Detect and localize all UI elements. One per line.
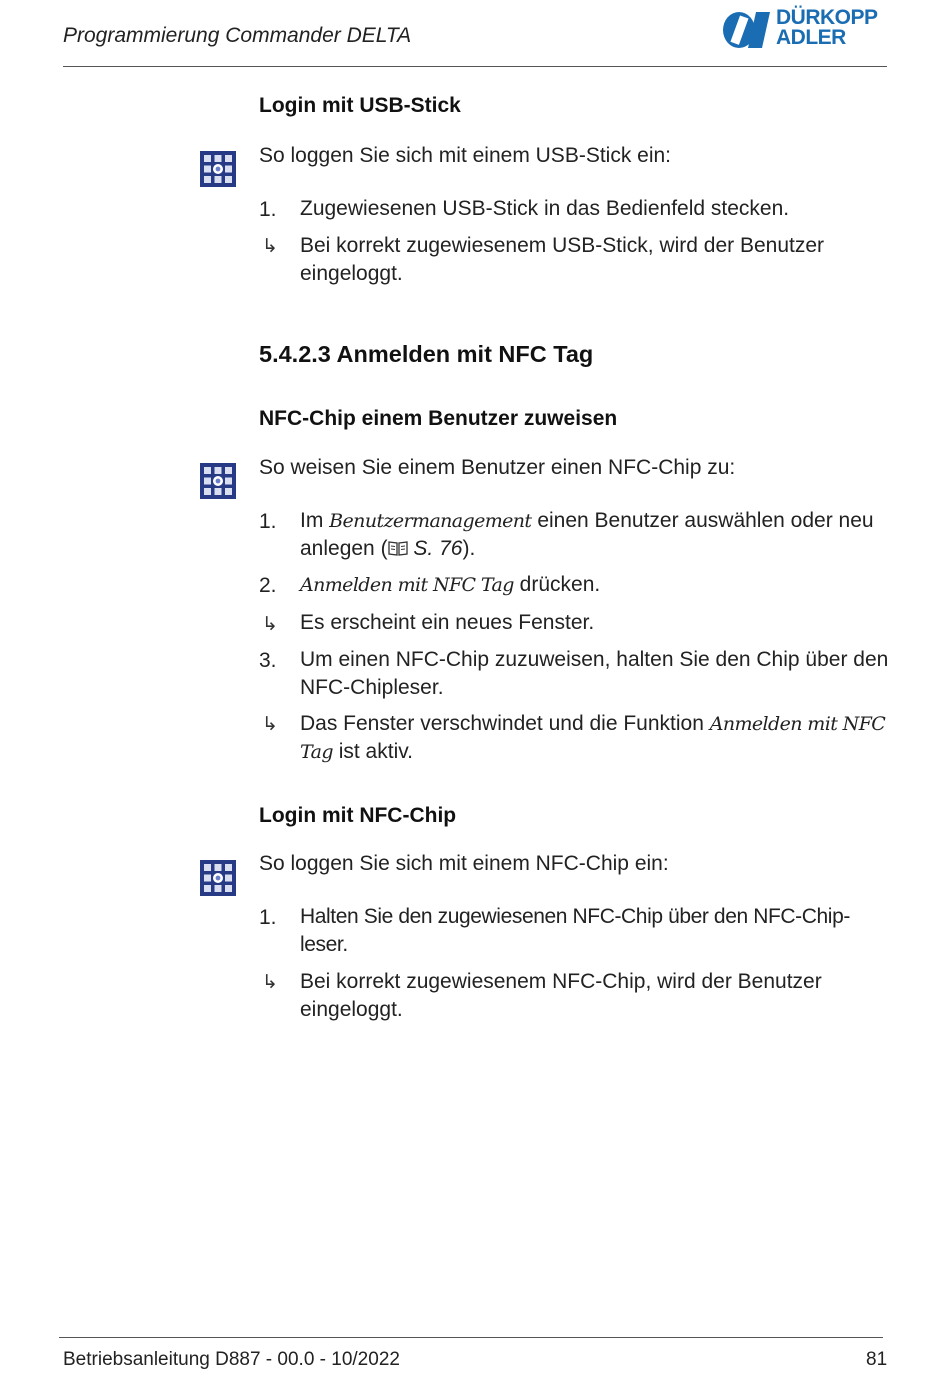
result-arrow-icon: ↳: [262, 714, 278, 735]
result-arrow-icon: ↳: [262, 972, 278, 993]
operating-instruction-icon: [200, 151, 236, 187]
button-term-anmelden-mit-nfc-tag: Anmelden mit NFC Tag: [300, 574, 514, 596]
operating-instruction-icon: [200, 860, 236, 896]
menu-term-benutzermanagement: Benutzermanagement: [329, 510, 532, 532]
nfc-login-result: Bei korrekt zugewiesenem NFC-Chip, wird der Benutzer eingeloggt.: [300, 970, 822, 1021]
function-term-anmelden-mit-nfc-tag: Anmelden mit NFC Tag: [300, 713, 886, 763]
usb-login-intro: So loggen Sie sich mit einem USB-Stick ein:: [259, 144, 672, 167]
footer-divider: [59, 1337, 883, 1338]
usb-login-heading: Login mit USB-Stick: [259, 94, 461, 117]
nfc-assign-intro: So weisen Sie einem Benutzer einen NFC-Chip zu:: [259, 456, 736, 479]
brand-logo: [722, 8, 892, 52]
result-arrow-icon: ↳: [262, 614, 278, 635]
nfc-assign-step3-number: 3.: [259, 649, 277, 672]
nfc-login-heading: Login mit NFC-Chip: [259, 804, 457, 827]
page-reference: S. 76: [413, 537, 463, 560]
logo-mark-icon: [722, 10, 772, 50]
nfc-login-intro: So loggen Sie sich mit einem NFC-Chip ein:: [259, 852, 669, 875]
nfc-assign-heading: NFC-Chip einem Benutzer zuweisen: [259, 407, 618, 430]
nfc-login-step1-number: 1.: [259, 906, 277, 929]
nfc-assign-step3-text: Um einen NFC-Chip zuzuweisen, halten Sie den Chip über den NFC-Chipleser.: [300, 648, 889, 699]
nfc-login-step1-text: Halten Sie den zugewiesenen NFC-Chip über den NFC-Chip- leser.: [300, 905, 850, 956]
footer-document-info: Betriebsanleitung D887 - 00.0 - 10/2022: [63, 1349, 400, 1370]
usb-step-number: 1.: [259, 198, 277, 221]
page-number: 81: [866, 1349, 888, 1370]
nfc-assign-result2: Es erscheint ein neues Fenster.: [300, 611, 595, 634]
result-arrow-icon: ↳: [262, 236, 278, 257]
section-heading-nfc: 5.4.2.3 Anmelden mit NFC Tag: [259, 341, 594, 367]
nfc-assign-step1-number: 1.: [259, 510, 277, 533]
nfc-assign-step1-text: Im Benutzermanagement einen Benutzer auswählen oder neu anlegen ( S. 76).: [300, 509, 874, 560]
header-divider: [63, 66, 887, 67]
operating-instruction-icon: [200, 463, 236, 499]
nfc-assign-step2-number: 2.: [259, 574, 277, 597]
book-reference-icon: [388, 540, 408, 556]
nfc-assign-result3: Das Fenster verschwindet und die Funktion Anmelden mit NFC Tag ist aktiv.: [300, 712, 886, 763]
logo-wordmark: DÜRKOPP ADLER: [776, 6, 878, 49]
usb-result-text: Bei korrekt zugewiesenem USB-Stick, wird der Benutzer eingeloggt.: [300, 234, 825, 285]
running-header-title: Programmierung Commander DELTA: [63, 24, 412, 47]
nfc-assign-step2-text: Anmelden mit NFC Tag drücken.: [300, 573, 601, 596]
usb-step-text: Zugewiesenen USB-Stick in das Bedienfeld stecken.: [300, 197, 790, 220]
